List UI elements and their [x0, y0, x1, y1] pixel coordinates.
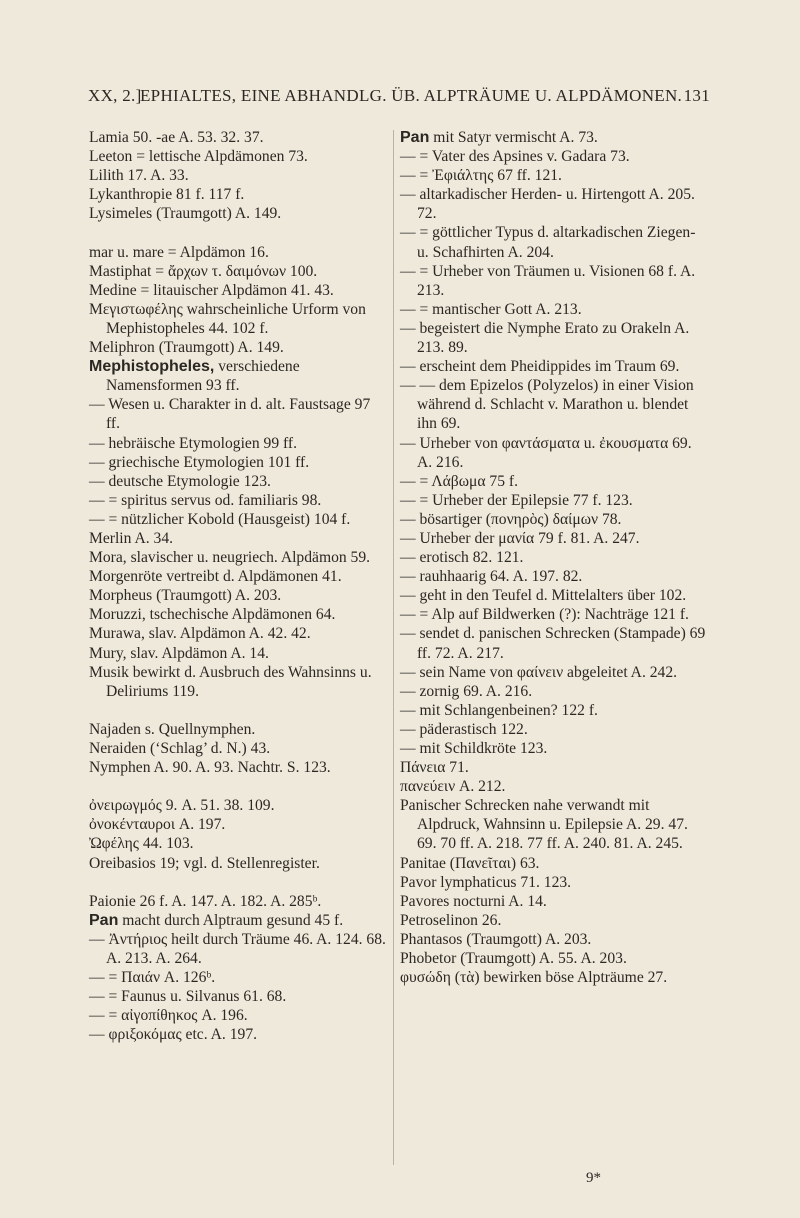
- index-column-right: [400, 128, 710, 987]
- index-entry: — päderastisch 122.: [400, 720, 528, 738]
- index-entry: Petroselinon 26.: [400, 911, 502, 929]
- index-entry: Leeton = lettische Alpdämonen 73.: [89, 148, 308, 166]
- column-divider: [393, 130, 394, 1165]
- index-entry: — sendet d. panischen Schrecken (Stampade) 69 ff. 72. A. 217.: [400, 625, 706, 662]
- index-entry: Pavor lymphaticus 71. 123.: [400, 873, 572, 891]
- index-entry: Lysimeles (Traumgott) A. 149.: [89, 205, 282, 223]
- index-entry: — deutsche Etymologie 123.: [89, 472, 271, 490]
- index-entry: Murawa, slav. Alpdämon A. 42. 42.: [89, 625, 311, 643]
- signature-mark: 9*: [586, 1170, 601, 1186]
- index-entry: — Ἀντήριος heilt durch Träume 46. A. 124. 68. A. 213. A. 264.: [89, 930, 386, 968]
- index-entry: Meliphron (Traumgott) A. 149.: [89, 339, 284, 357]
- index-entry: ὀνειρωγμός 9. A. 51. 38. 109.: [89, 797, 275, 815]
- index-entry: — = Παιάν A. 126ᵇ.: [89, 969, 216, 987]
- index-entry: — = spiritus servus od. familiaris 98.: [89, 491, 322, 509]
- index-entry: Panitae (Πανεῖται) 63.: [400, 854, 540, 872]
- index-entry-text: mit Satyr vermischt A. 73.: [429, 129, 598, 146]
- index-entry: Lykanthropie 81 f. 117 f.: [89, 186, 245, 204]
- index-entry: Nymphen A. 90. A. 93. Nachtr. S. 123.: [89, 759, 331, 777]
- index-entry: — Urheber der μανία 79 f. 81. A. 247.: [400, 529, 640, 547]
- index-entry: — zornig 69. A. 216.: [400, 682, 533, 700]
- index-entry: — = Faunus u. Silvanus 61. 68.: [89, 988, 287, 1006]
- entry-gap: [89, 777, 386, 796]
- entry-gap: [89, 873, 386, 892]
- index-entry: — hebräische Etymologien 99 ff.: [89, 434, 298, 452]
- index-headword: Mephistopheles,: [89, 358, 215, 376]
- index-entry: Mora, slavischer u. neugriech. Alpdämon 59.: [89, 549, 371, 567]
- index-entry: — erotisch 82. 121.: [400, 549, 524, 567]
- index-column-left: [89, 128, 386, 1045]
- index-entry: Phobetor (Traumgott) A. 55. A. 203.: [400, 950, 627, 968]
- index-entry: mar u. mare = Alpdämon 16.: [89, 243, 269, 261]
- index-entry: Μεγιστωφέλης wahrscheinliche Urform von Mephistopheles 44. 102 f.: [89, 300, 366, 337]
- index-entry-text: verschiedene Namensformen 93 ff.: [106, 358, 300, 395]
- index-entry: — = Urheber der Epilepsie 77 f. 123.: [400, 491, 633, 509]
- index-entry: Moruzzi, tschechische Alpdämonen 64.: [89, 606, 336, 624]
- index-entry: Neraiden (‘Schlag’ d. N.) 43.: [89, 740, 271, 757]
- index-entry-text: macht durch Alptraum gesund 45 f.: [118, 911, 344, 929]
- index-entry: — geht in den Teufel d. Mittelalters über 102.: [400, 587, 687, 605]
- index-entry: Lamia 50. -ae A. 53. 32. 37.: [89, 129, 264, 146]
- index-entry: — griechische Etymologien 101 ff.: [89, 453, 310, 471]
- section-reference: XX, 2.]: [88, 86, 142, 105]
- index-entry: — = Alp auf Bildwerken (?): Nachträge 121 f.: [400, 606, 689, 624]
- index-entry: Ὠφέλης 44. 103.: [89, 835, 194, 853]
- index-entry: — = αἰγοπίθηκος A. 196.: [89, 1007, 248, 1025]
- page-number: 131: [683, 86, 710, 105]
- index-headword: Pan: [89, 911, 119, 929]
- index-entry: πανεύειν A. 212.: [400, 778, 506, 796]
- index-entry: Lilith 17. A. 33.: [89, 167, 189, 185]
- index-entry: — begeistert die Nymphe Erato zu Orakeln A. 213. 89.: [400, 319, 690, 357]
- index-entry: Mury, slav. Alpdämon A. 14.: [89, 644, 269, 662]
- index-entry: — = Λάβωμα 75 f.: [400, 472, 519, 490]
- index-entry: [89, 911, 386, 930]
- index-entry: Musik bewirkt d. Ausbruch des Wahnsinns u. Deliriums 119.: [89, 663, 372, 700]
- entry-gap: [89, 223, 386, 242]
- index-entry: — = nützlicher Kobold (Hausgeist) 104 f.: [89, 510, 351, 528]
- index-entry: — = Ἐφιάλτης 67 ff. 121.: [400, 167, 562, 185]
- index-entry: Pavores nocturni A. 14.: [400, 892, 547, 910]
- index-entry: Phantasos (Traumgott) A. 203.: [400, 930, 592, 948]
- entry-gap: [89, 701, 386, 720]
- index-entry: — mit Schlangenbeinen? 122 f.: [400, 701, 598, 719]
- index-entry: — = mantischer Gott A. 213.: [400, 300, 582, 318]
- index-entry: — — dem Epizelos (Polyzelos) in einer Vision während d. Schlacht v. Marathon u. blendet ihn 69.: [400, 377, 694, 433]
- index-entry: [89, 357, 386, 395]
- index-entry: — Urheber von φαντάσματα u. ἐκουσματα 69. A. 216.: [400, 434, 692, 471]
- index-entry: Panischer Schrecken nahe verwandt mit Alpdruck, Wahnsinn u. Epilepsie A. 29. 47. 69. 70 ff. A. 218. 77 ff. A. 240. 81. A. 245.: [400, 797, 688, 853]
- index-entry: Morgenröte vertreibt d. Alpdämonen 41.: [89, 568, 342, 586]
- index-entry: — φριξοκόμας etc. A. 197.: [89, 1026, 258, 1044]
- index-entry: Mastiphat = ἄρχων τ. δαιμόνων 100.: [89, 262, 318, 280]
- index-entry: — mit Schildkröte 123.: [400, 740, 548, 757]
- index-entry: — = göttlicher Typus d. altarkadischen Ziegen- u. Schafhirten A. 204.: [400, 224, 696, 261]
- index-headword: Pan: [400, 129, 430, 146]
- index-entry: Paionie 26 f. A. 147. A. 182. A. 285ᵇ.: [89, 892, 322, 910]
- index-entry: — Wesen u. Charakter in d. alt. Faustsage 97 ff.: [89, 396, 371, 433]
- running-title: EPHIALTES, EINE ABHANDLG. ÜB. ALPTRÄUME U. ALPDÄMONEN.: [140, 86, 683, 105]
- index-entry: — bösartiger (πονηρὸς) δαίμων 78.: [400, 510, 622, 528]
- index-entry: Medine = litauischer Alpdämon 41. 43.: [89, 281, 334, 299]
- index-entry: — rauhhaarig 64. A. 197. 82.: [400, 568, 583, 586]
- index-entry: Oreibasios 19; vgl. d. Stellenregister.: [89, 854, 320, 872]
- index-entry: Morpheus (Traumgott) A. 203.: [89, 587, 282, 605]
- index-entry: φυσώδη (τὰ) bewirken böse Alpträume 27.: [400, 969, 668, 987]
- index-entry: — sein Name von φαίνειν abgeleitet A. 242.: [400, 663, 678, 681]
- index-entry: ὀνοκένταυροι A. 197.: [89, 816, 226, 834]
- index-entry: Najaden s. Quellnymphen.: [89, 720, 256, 738]
- index-entry: Πάνεια 71.: [400, 759, 469, 777]
- index-entry: Merlin A. 34.: [89, 529, 174, 547]
- index-entry: — altarkadischer Herden- u. Hirtengott A. 205. 72.: [400, 186, 695, 223]
- running-header: [88, 86, 710, 116]
- index-entry: [400, 128, 710, 147]
- index-entry: — = Urheber von Träumen u. Visionen 68 f. A. 213.: [400, 262, 696, 299]
- index-entry: — erscheint dem Pheidippides im Traum 69.: [400, 358, 680, 376]
- index-entry: — = Vater des Apsines v. Gadara 73.: [400, 148, 630, 166]
